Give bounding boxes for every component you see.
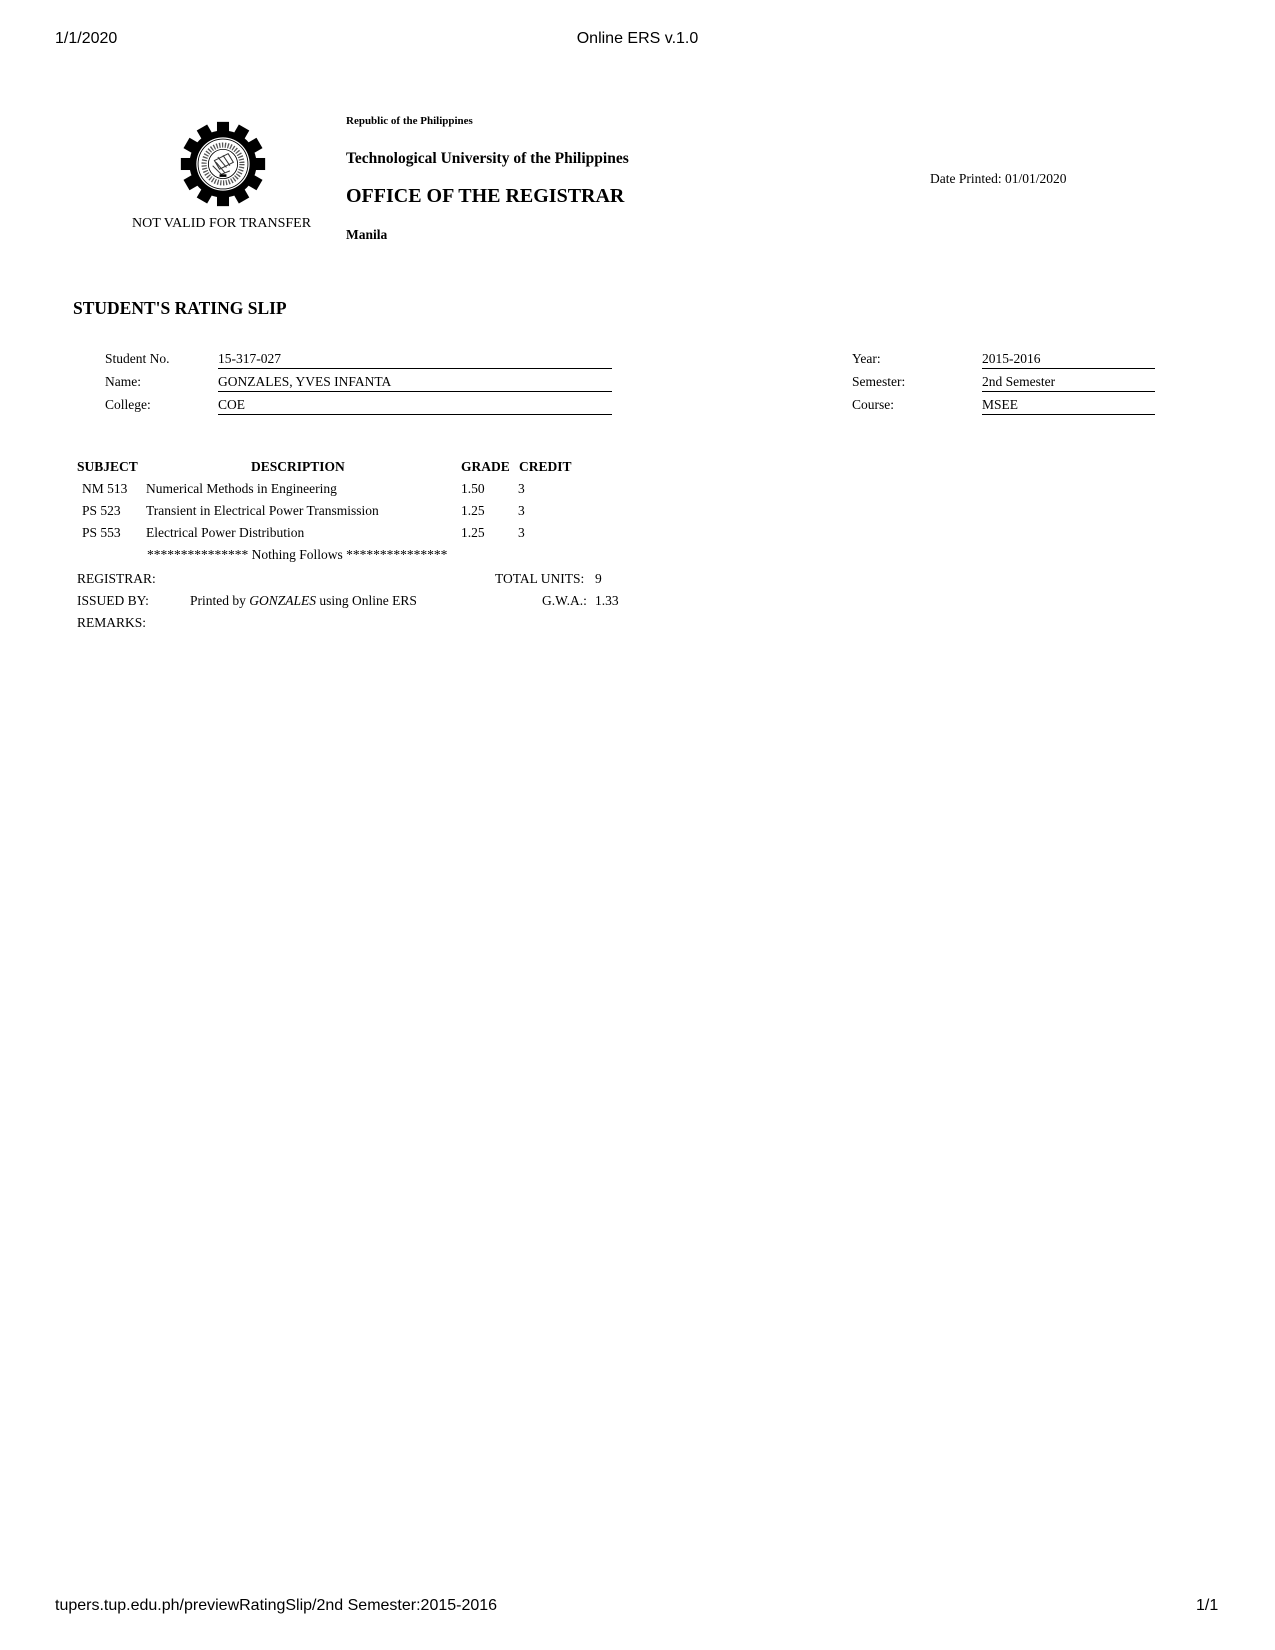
semester-label: Semester: [852, 374, 906, 389]
not-valid-notice: NOT VALID FOR TRANSFER [132, 216, 312, 231]
printed-by-prefix: Printed by [190, 593, 250, 608]
college-label: College: [105, 397, 151, 412]
nothing-follows: *************** Nothing Follows *************** [147, 547, 448, 562]
row-subject: PS 523 [82, 503, 121, 518]
city-name: Manila [346, 227, 388, 242]
row-description: Transient in Electrical Power Transmission [146, 503, 379, 518]
date-printed: Date Printed: 01/01/2020 [930, 171, 1067, 186]
print-footer-url: tupers.tup.edu.ph/previewRatingSlip/2nd Semester:2015-2016 [55, 1597, 498, 1614]
row-credit: 3 [518, 503, 525, 518]
row-credit: 3 [518, 481, 525, 496]
total-units-value: 9 [595, 571, 602, 586]
year-value: 2015-2016 [982, 351, 1155, 369]
university-name: Technological University of the Philippines [346, 150, 629, 167]
printed-by [190, 593, 417, 609]
student-no-label: Student No. [105, 351, 170, 366]
student-no-value: 15-317-027 [218, 351, 612, 369]
course-value: MSEE [982, 397, 1155, 415]
name-value: GONZALES, YVES INFANTA [218, 374, 612, 392]
row-subject: PS 553 [82, 525, 121, 540]
college-value: COE [218, 397, 612, 415]
office-heading: OFFICE OF THE REGISTRAR [346, 185, 625, 207]
course-label: Course: [852, 397, 894, 412]
col-subject: SUBJECT [77, 459, 138, 474]
printed-by-name: GONZALES [249, 593, 317, 608]
row-grade: 1.25 [461, 503, 485, 518]
print-header-title: Online ERS v.1.0 [576, 30, 699, 47]
row-credit: 3 [518, 525, 525, 540]
year-label: Year: [852, 351, 881, 366]
university-gear-seal-icon [180, 121, 266, 207]
printed-by-suffix: using Online ERS [316, 593, 417, 608]
name-label: Name: [105, 374, 141, 389]
republic-heading: Republic of the Philippines [346, 115, 473, 127]
row-subject: NM 513 [82, 481, 128, 496]
col-grade: GRADE [461, 459, 510, 474]
gwa-label: G.W.A.: [542, 593, 587, 608]
row-description: Numerical Methods in Engineering [146, 481, 337, 496]
print-footer-page: 1/1 [1196, 1597, 1219, 1614]
row-description: Electrical Power Distribution [146, 525, 305, 540]
registrar-label: REGISTRAR: [77, 571, 156, 586]
total-units-label: TOTAL UNITS: [495, 571, 585, 586]
print-header-date: 1/1/2020 [55, 30, 118, 47]
col-description: DESCRIPTION [251, 459, 345, 474]
row-grade: 1.50 [461, 481, 485, 496]
row-grade: 1.25 [461, 525, 485, 540]
semester-value: 2nd Semester [982, 374, 1155, 392]
remarks-label: REMARKS: [77, 615, 147, 630]
gwa-value: 1.33 [595, 593, 619, 608]
col-credit: CREDIT [519, 459, 572, 474]
issued-by-label: ISSUED BY: [77, 593, 149, 608]
page-title: STUDENT'S RATING SLIP [73, 298, 287, 318]
